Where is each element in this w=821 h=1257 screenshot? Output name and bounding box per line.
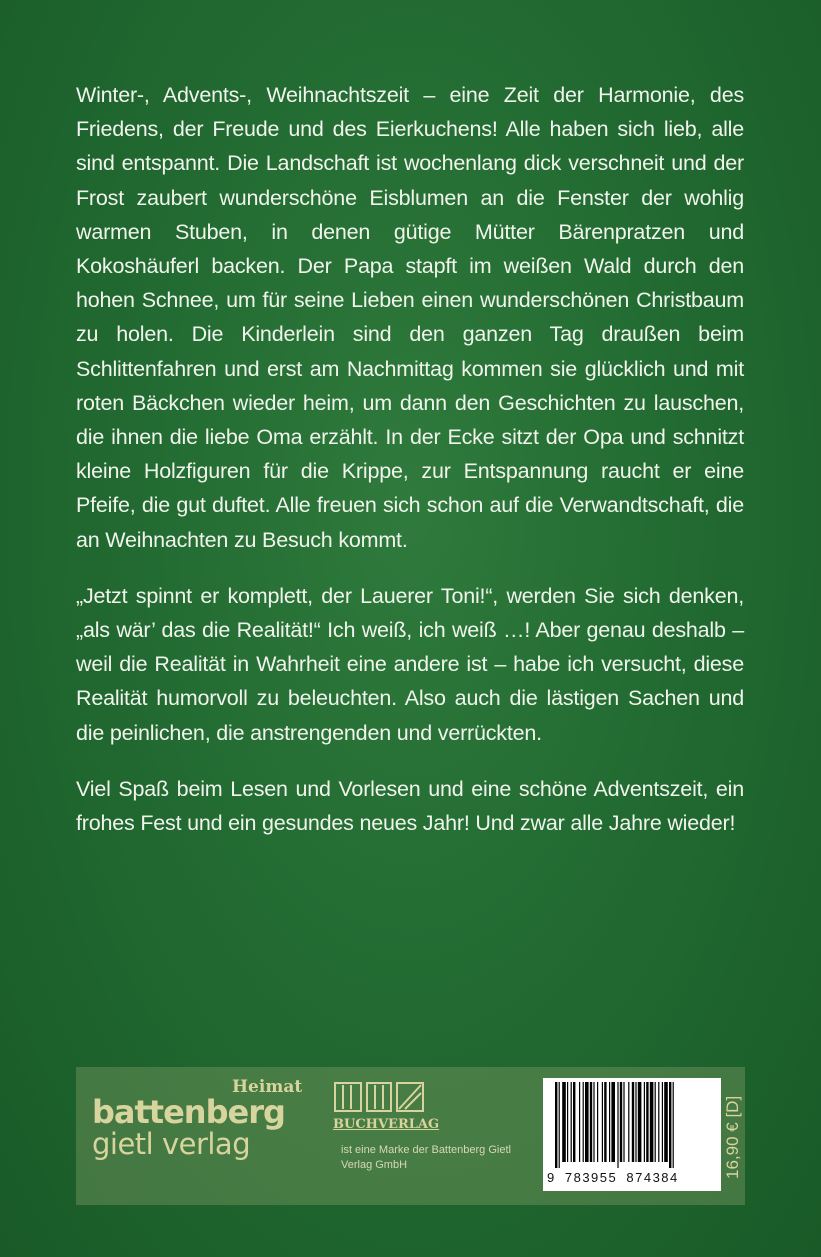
barcode-bar — [597, 1082, 598, 1162]
barcode-bar — [673, 1082, 674, 1168]
barcode-bar — [562, 1082, 566, 1162]
buchverlag-note: ist eine Marke der Battenberg Gietl Verlag GmbH — [341, 1144, 511, 1171]
barcode-bar — [609, 1082, 610, 1162]
barcode-bar — [593, 1082, 594, 1162]
barcode-bar — [604, 1082, 606, 1162]
barcode-bar — [638, 1082, 642, 1162]
barcode-bar — [590, 1082, 592, 1162]
barcode-bar — [620, 1082, 622, 1162]
barcode-bar — [623, 1082, 624, 1162]
buchverlag-logo — [333, 1081, 511, 1171]
barcode-icon — [551, 1082, 713, 1168]
price-label: 16,90 € [D] — [723, 1095, 742, 1179]
isbn-part-3: 874384 — [626, 1170, 679, 1185]
barcode-bar — [602, 1082, 603, 1162]
logo-brand-text: battenberg — [92, 1093, 285, 1131]
barcode-bar — [559, 1082, 560, 1168]
blurb-paragraph-3: Viel Spaß beim Lesen und Vorlesen und eine schöne Adventszeit, ein frohes Fest und ein gesundes neues Jahr! Und zwar alle Jahre wieder! — [76, 776, 744, 836]
buchverlag-mark-icon — [333, 1081, 425, 1113]
barcode-bar — [585, 1082, 589, 1162]
blurb-paragraph-2: „Jetzt spinnt er komplett, der Lauerer Toni!“, werden Sie sich denken, „als wär’ das die Realität!“ Ich weiß, ich weiß …! Aber genau deshalb – weil die Realität in Wahrheit eine andere ist – habe ich versucht, diese Realität humorvoll zu beleuchten. Also auch die lästigen Sachen und die peinlichen, die anstrengenden und verrückten. — [76, 583, 744, 745]
isbn-number — [547, 1170, 717, 1185]
barcode-bar — [635, 1082, 636, 1162]
barcode-bar — [567, 1082, 568, 1162]
barcode-bar — [573, 1082, 575, 1162]
barcode-bar — [650, 1082, 654, 1162]
barcode-bar — [617, 1082, 618, 1168]
barcode-bar — [555, 1082, 557, 1168]
barcode-bar — [646, 1082, 648, 1162]
publisher-footer — [76, 1067, 745, 1205]
isbn-part-2: 783955 — [564, 1170, 618, 1185]
barcode-bar — [644, 1082, 645, 1162]
back-cover-blurb — [76, 78, 744, 862]
barcode-bar — [632, 1082, 634, 1162]
barcode-bar — [628, 1082, 629, 1162]
isbn-part-1: 9 — [547, 1170, 556, 1185]
barcode-bar — [658, 1082, 659, 1162]
barcode-bar — [669, 1082, 671, 1168]
barcode-bar — [664, 1082, 668, 1162]
isbn-barcode — [543, 1078, 721, 1191]
barcode-bar — [571, 1082, 572, 1162]
barcode-bar — [579, 1082, 580, 1162]
logo-sub-text: gietl verlag — [92, 1127, 251, 1161]
blurb-paragraph-1: Winter-, Advents-, Weihnachtszeit – eine Zeit der Harmonie, des Friedens, der Freude und des Eierkuchens! Alle haben sich lieb, alle sind entspannt. Die Landschaft ist wochenlang dick verschneit und der Frost zaubert wunderschöne Eisblumen an die Fenster der wohlig warmen Stuben, in denen gütige Mütter Bärenpratzen und Kokoshäuferl backen. Der Papa stapft im weißen Wald durch den hohen Schnee, um für seine Lieben einen wunderschönen Christbaum zu holen. Die Kinderlein sind den ganzen Tag draußen beim Schlittenfahren und erst am Nachmittag kommen sie glücklich und mit roten Bäckchen wieder heim, um dann den Geschichten zu lauschen, die ihnen die liebe Oma erzählt. In der Ecke sitzt der Opa und schnitzt kleine Holzfiguren für die Krippe, zur Entspannung raucht er eine Pfeife, die gut duftet. Alle freuen sich schon auf die Verwandtschaft, die an Weihnachten zu Besuch kommt. — [76, 83, 744, 552]
buchverlag-name: BUCHVERLAG — [333, 1117, 440, 1132]
logo-heimat-text: Heimat — [232, 1077, 303, 1097]
barcode-bar — [655, 1082, 656, 1162]
barcode-bar — [583, 1082, 584, 1162]
barcode-bar — [611, 1082, 615, 1162]
barcode-bar — [662, 1082, 663, 1162]
